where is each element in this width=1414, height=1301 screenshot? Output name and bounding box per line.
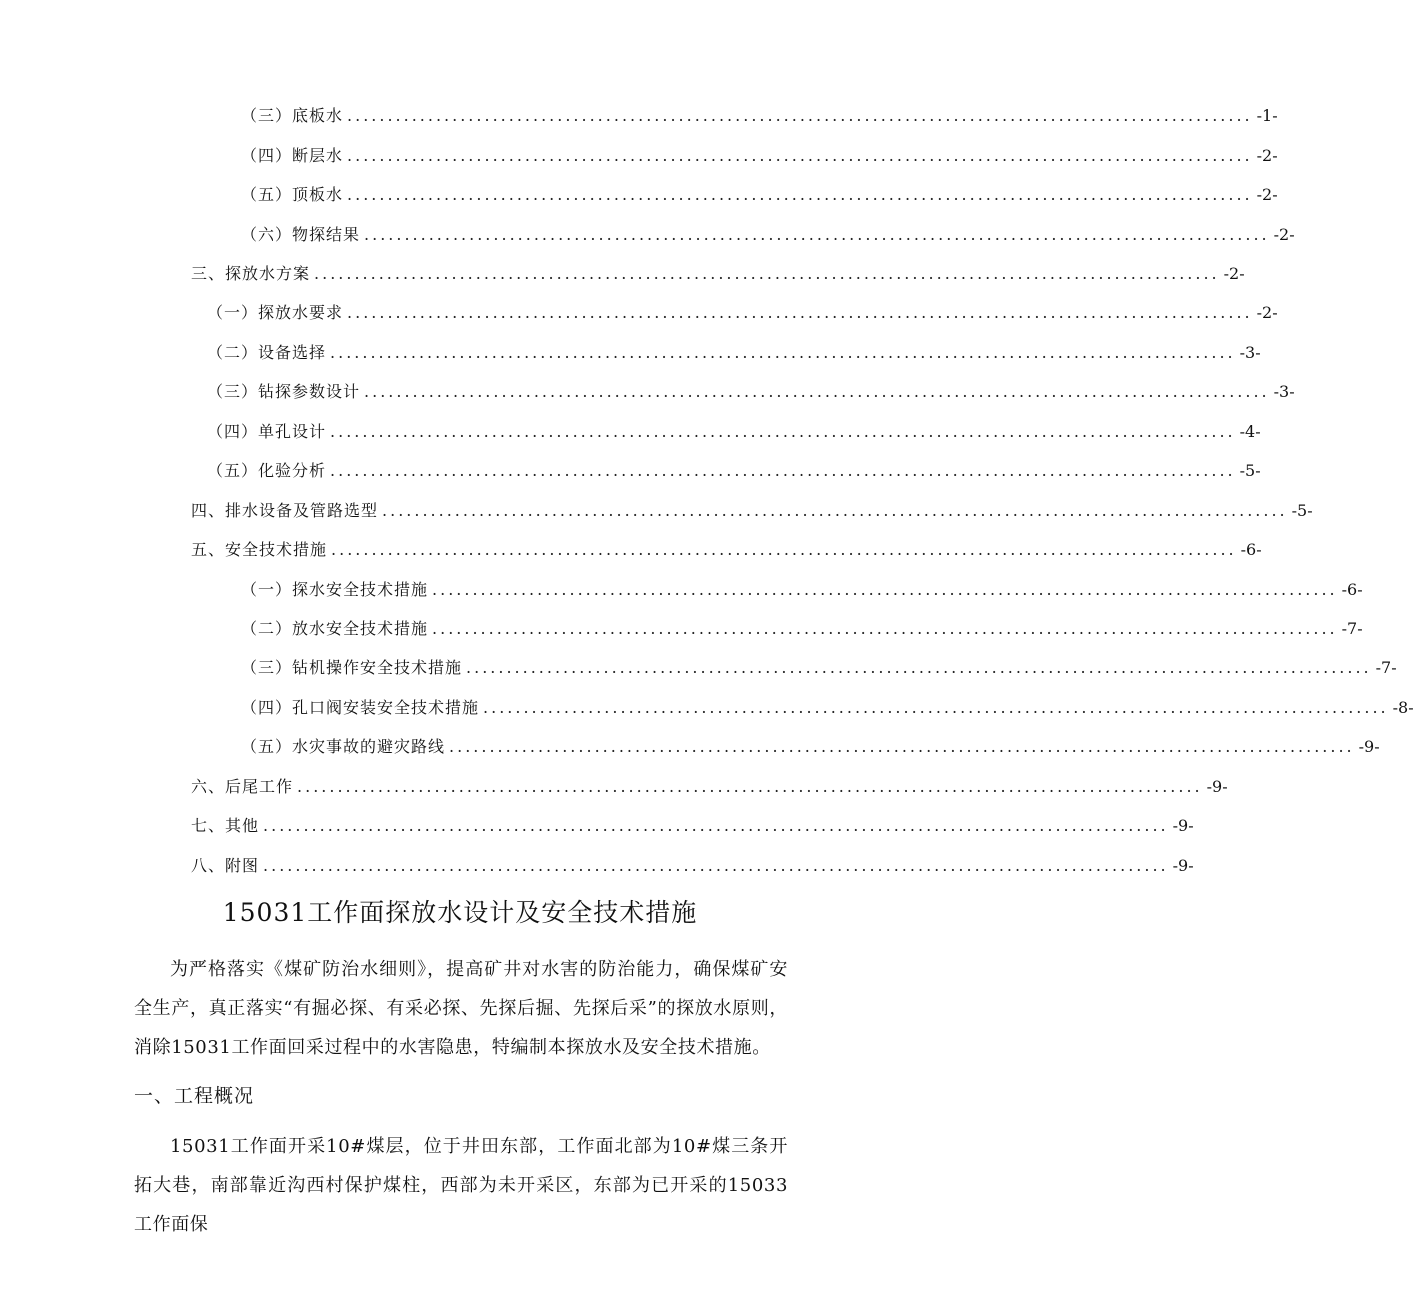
toc-leader-dots: ................................................................................................................ — [364, 225, 1270, 244]
toc-entry[interactable] — [241, 656, 1397, 680]
toc-leader-dots: ................................................................................................................ — [449, 737, 1355, 756]
toc-entry-page: -2- — [1273, 225, 1295, 244]
toc-entry-label: 七、其他 — [191, 816, 260, 835]
intro-paragraph: 为严格落实《煤矿防治水细则》，提高矿井对水害的防治能力，确保煤矿安全生产，真正落实“有掘必探、有采必探、先探后掘、先探后采”的探放水原则，消除15031工作面回采过程中的水害隐患，特编制本探放水及安全技术措施。 — [134, 959, 788, 1058]
toc-leader-dots: ................................................................................................................ — [347, 185, 1253, 204]
toc-entry-page: -9- — [1172, 816, 1194, 835]
toc-leader-dots: ................................................................................................................ — [483, 698, 1389, 717]
toc-entry-page: -4- — [1239, 422, 1261, 441]
toc-entry-label: （四）孔口阀安装安全技术措施 — [241, 698, 480, 717]
document-title: 15031工作面探放水设计及安全技术措施 — [222, 898, 698, 927]
toc-entry-page: -6- — [1240, 540, 1262, 559]
toc-entry-page: -3- — [1273, 382, 1295, 401]
section-body-paragraph: 15031工作面开采10#煤层，位于井田东部，工作面北部为10#煤三条开拓大巷，南部靠近沟西村保护煤柱，西部为未开采区，东部为已开采的15033工作面保 — [134, 1136, 788, 1235]
toc-entry[interactable] — [241, 578, 1363, 602]
toc-leader-dots: ................................................................................................................ — [432, 619, 1338, 638]
toc-entry[interactable] — [207, 341, 1261, 365]
toc-entry-page: -7- — [1375, 658, 1397, 677]
toc-entry-label: （三）底板水 — [241, 106, 344, 125]
toc-leader-dots: ................................................................................................................ — [382, 501, 1288, 520]
toc-entry[interactable] — [191, 499, 1313, 523]
toc-entry-label: （五）化验分析 — [207, 461, 327, 480]
toc-entry[interactable] — [191, 814, 1194, 838]
toc-entry-label: （一）探水安全技术措施 — [241, 580, 429, 599]
toc-entry-label: （二）设备选择 — [207, 343, 327, 362]
toc-entry-label: 三、探放水方案 — [191, 264, 311, 283]
toc-entry-page: -2- — [1223, 264, 1245, 283]
toc-entry[interactable] — [191, 262, 1245, 286]
toc-entry[interactable] — [191, 775, 1228, 799]
toc-entry-label: 五、安全技术措施 — [191, 540, 328, 559]
toc-entry-label: （一）探放水要求 — [207, 303, 344, 322]
toc-leader-dots: ................................................................................................................ — [263, 856, 1169, 875]
toc-entry[interactable] — [241, 223, 1295, 247]
toc-entry-label: 八、附图 — [191, 856, 260, 875]
toc-entry[interactable] — [241, 735, 1380, 759]
toc-entry-page: -1- — [1256, 106, 1278, 125]
toc-entry-page: -9- — [1206, 777, 1228, 796]
toc-entry-label: （二）放水安全技术措施 — [241, 619, 429, 638]
toc-entry-label: 六、后尾工作 — [191, 777, 294, 796]
toc-entry[interactable] — [241, 144, 1278, 168]
toc-entry-label: （三）钻机操作安全技术措施 — [241, 658, 463, 677]
toc-entry-page: -8- — [1392, 698, 1414, 717]
toc-leader-dots: ................................................................................................................ — [466, 658, 1372, 677]
toc-leader-dots: ................................................................................................................ — [263, 816, 1169, 835]
toc-leader-dots: ................................................................................................................ — [314, 264, 1220, 283]
toc-entry[interactable] — [241, 104, 1278, 128]
toc-entry-page: -6- — [1341, 580, 1363, 599]
toc-entry[interactable] — [191, 854, 1194, 878]
toc-leader-dots: ................................................................................................................ — [330, 343, 1236, 362]
toc-leader-dots: ................................................................................................................ — [347, 303, 1253, 322]
toc-entry-label: （四）单孔设计 — [207, 422, 327, 441]
toc-entry-page: -5- — [1291, 501, 1313, 520]
toc-leader-dots: ................................................................................................................ — [432, 580, 1338, 599]
toc-leader-dots: ................................................................................................................ — [364, 382, 1270, 401]
toc-leader-dots: ................................................................................................................ — [331, 540, 1237, 559]
toc-entry-label: （四）断层水 — [241, 146, 344, 165]
section-heading: 一、工程概况 — [134, 1085, 255, 1107]
toc-entry-page: -7- — [1341, 619, 1363, 638]
toc-entry-page: -9- — [1172, 856, 1194, 875]
toc-entry-page: -2- — [1256, 303, 1278, 322]
toc-entry-page: -9- — [1358, 737, 1380, 756]
toc-entry[interactable] — [207, 459, 1261, 483]
toc-leader-dots: ................................................................................................................ — [347, 146, 1253, 165]
toc-entry-label: （六）物探结果 — [241, 225, 361, 244]
toc-entry[interactable] — [241, 617, 1363, 641]
toc-entry[interactable] — [207, 301, 1278, 325]
toc-leader-dots: ................................................................................................................ — [330, 461, 1236, 480]
toc-entry[interactable] — [207, 380, 1295, 404]
toc-entry-label: （五）顶板水 — [241, 185, 344, 204]
toc-entry[interactable] — [241, 696, 1414, 720]
toc-leader-dots: ................................................................................................................ — [347, 106, 1253, 125]
toc-entry[interactable] — [241, 183, 1278, 207]
toc-entry-label: （五）水灾事故的避灾路线 — [241, 737, 446, 756]
toc-leader-dots: ................................................................................................................ — [330, 422, 1236, 441]
toc-entry-label: （三）钻探参数设计 — [207, 382, 361, 401]
toc-entry-page: -2- — [1256, 146, 1278, 165]
toc-entry[interactable] — [191, 538, 1262, 562]
toc-leader-dots: ................................................................................................................ — [297, 777, 1203, 796]
toc-entry-label: 四、排水设备及管路选型 — [191, 501, 379, 520]
toc-entry[interactable] — [207, 420, 1261, 444]
toc-entry-page: -5- — [1239, 461, 1261, 480]
toc-entry-page: -3- — [1239, 343, 1261, 362]
toc-entry-page: -2- — [1256, 185, 1278, 204]
